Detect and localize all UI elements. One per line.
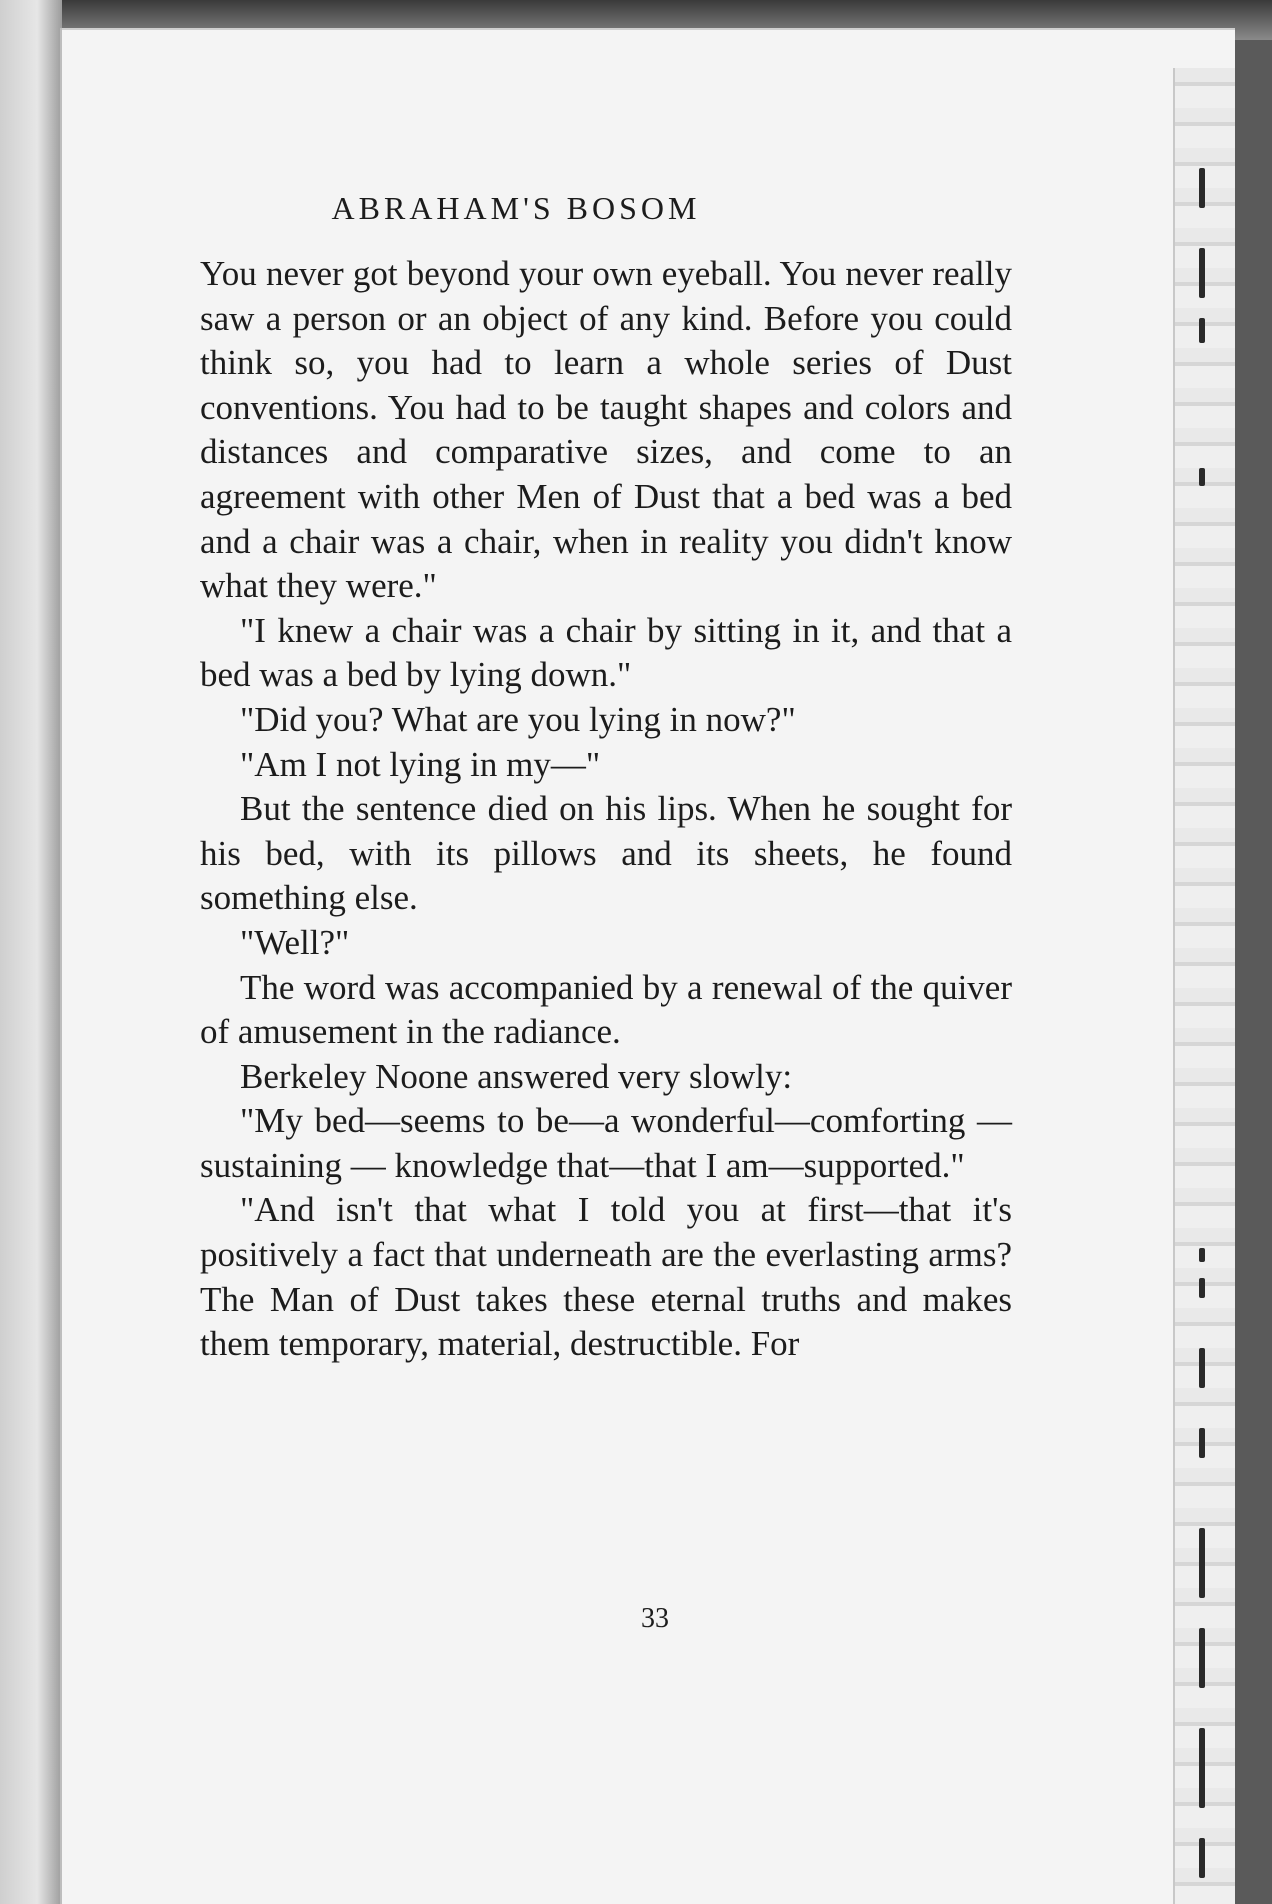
page-number: 33 [641,1603,669,1634]
body-text [200,252,1012,1367]
edge-mark [1199,1248,1205,1262]
book-binding-edge [0,0,62,1904]
edge-mark [1199,318,1205,343]
paragraph: But the sentence died on his lips. When he sought for his bed, with its pillows and its sheets, he found something else. [200,789,1012,918]
paragraph: "My bed—seems to be—a wonderful—comforting — sustaining — knowledge that—that I am—supported." [200,1101,1012,1185]
edge-mark [1199,1528,1205,1598]
edge-mark [1199,1728,1205,1808]
edge-mark [1199,1348,1205,1388]
edge-mark [1199,468,1205,486]
paragraph: "Did you? What are you lying in now?" [240,699,796,739]
edge-mark [1199,168,1205,208]
edge-mark [1199,248,1205,298]
paragraph: "I knew a chair was a chair by sitting in it, and that a bed was a bed by lying down." [200,610,1012,695]
running-head: ABRAHAM'S BOSOM [331,190,701,226]
edge-mark [1199,1628,1205,1688]
book-page [60,28,1235,1904]
paragraph: Berkeley Noone answered very slowly: [240,1056,793,1096]
paragraph: "And isn't that what I told you at first—that it's positively a fact that underneath are the everlasting arms? The Man of Dust takes these eternal truths and makes them temporary, material, destructible. For [200,1190,1012,1364]
edge-mark [1199,1428,1205,1458]
paragraph: The word was accompanied by a renewal of the quiver of amusement in the radiance. [200,967,1012,1052]
paragraph: You never got beyond your own eyeball. You never really saw a person or an object of any kind. Before you could think so, you had to learn a whole series of Dust conventions. You had to be taught shapes and colors and distances and comparative sizes, and come to an agreement with other Men of Dust that a bed was a bed and a chair was a chair, when in reality you didn't know what they were." [200,254,1012,606]
edge-mark [1199,1838,1205,1878]
paragraph: "Am I not lying in my—" [240,744,601,784]
paragraph: "Well?" [240,922,350,962]
edge-mark [1199,1278,1205,1298]
